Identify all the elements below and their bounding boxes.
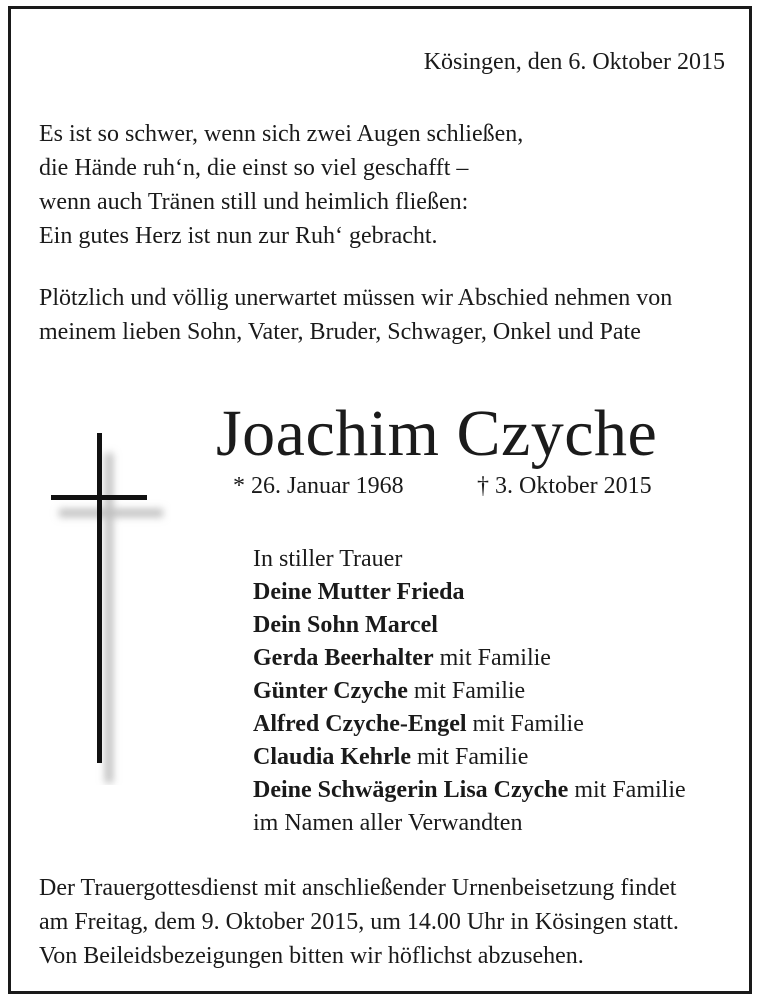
- poem-line: Ein gutes Herz ist nun zur Ruh‘ gebracht.: [39, 223, 438, 249]
- mourner-name: Deine Mutter Frieda: [253, 579, 465, 605]
- cross-shape: [51, 433, 147, 763]
- mourner-name: Günter Czyche: [253, 678, 408, 704]
- poem-line: die Hände ruh‘n, die einst so viel geschafft –: [39, 155, 469, 181]
- poem-line: Es ist so schwer, wenn sich zwei Augen schließen,: [39, 121, 524, 147]
- mourners-closing: im Namen aller Verwandten: [253, 810, 523, 836]
- deceased-name: Joachim Czyche: [216, 397, 658, 470]
- death-date: † 3. Oktober 2015: [477, 473, 652, 499]
- obituary-frame: [8, 6, 752, 994]
- mourner-name: Gerda Beerhalter: [253, 645, 434, 671]
- place-date: Kösingen, den 6. Oktober 2015: [423, 49, 725, 75]
- birth-date: * 26. Januar 1968: [233, 473, 404, 499]
- mourner-entry: [253, 741, 686, 774]
- mourners-list: [253, 543, 686, 840]
- mourner-entry: [253, 576, 686, 609]
- mourner-name: Claudia Kehrle: [253, 744, 412, 770]
- service-details: [39, 871, 679, 973]
- mourner-name: Deine Schwägerin Lisa Czyche: [253, 777, 569, 803]
- mourner-entry: [253, 774, 686, 807]
- service-line: Von Beileidsbezeigungen bitten wir höflichst abzusehen.: [39, 943, 584, 969]
- mourner-name: Dein Sohn Marcel: [253, 612, 438, 638]
- mourner-entry: [253, 642, 686, 675]
- mourner-entry: [253, 609, 686, 642]
- cross-icon: [41, 425, 171, 785]
- poem-line: wenn auch Tränen still und heimlich fließen:: [39, 189, 469, 215]
- mourner-name: Alfred Czyche-Engel: [253, 711, 467, 737]
- mourner-entry: [253, 675, 686, 708]
- poem: [39, 117, 523, 253]
- mourner-suffix: mit Familie: [466, 711, 584, 737]
- announcement-intro: [39, 281, 672, 349]
- mourners-heading: In stiller Trauer: [253, 546, 403, 572]
- mourner-suffix: mit Familie: [568, 777, 686, 803]
- service-line: am Freitag, dem 9. Oktober 2015, um 14.00 Uhr in Kösingen statt.: [39, 909, 679, 935]
- mourner-suffix: mit Familie: [433, 645, 551, 671]
- mourner-suffix: mit Familie: [407, 678, 526, 704]
- intro-line: Plötzlich und völlig unerwartet müssen wir Abschied nehmen von: [39, 285, 673, 311]
- intro-line: meinem lieben Sohn, Vater, Bruder, Schwager, Onkel und Pate: [39, 319, 641, 345]
- cross-shadow: [59, 453, 163, 783]
- mourner-entry: [253, 708, 686, 741]
- service-line: Der Trauergottesdienst mit anschließender Urnenbeisetzung findet: [39, 875, 677, 901]
- mourner-suffix: mit Familie: [411, 744, 529, 770]
